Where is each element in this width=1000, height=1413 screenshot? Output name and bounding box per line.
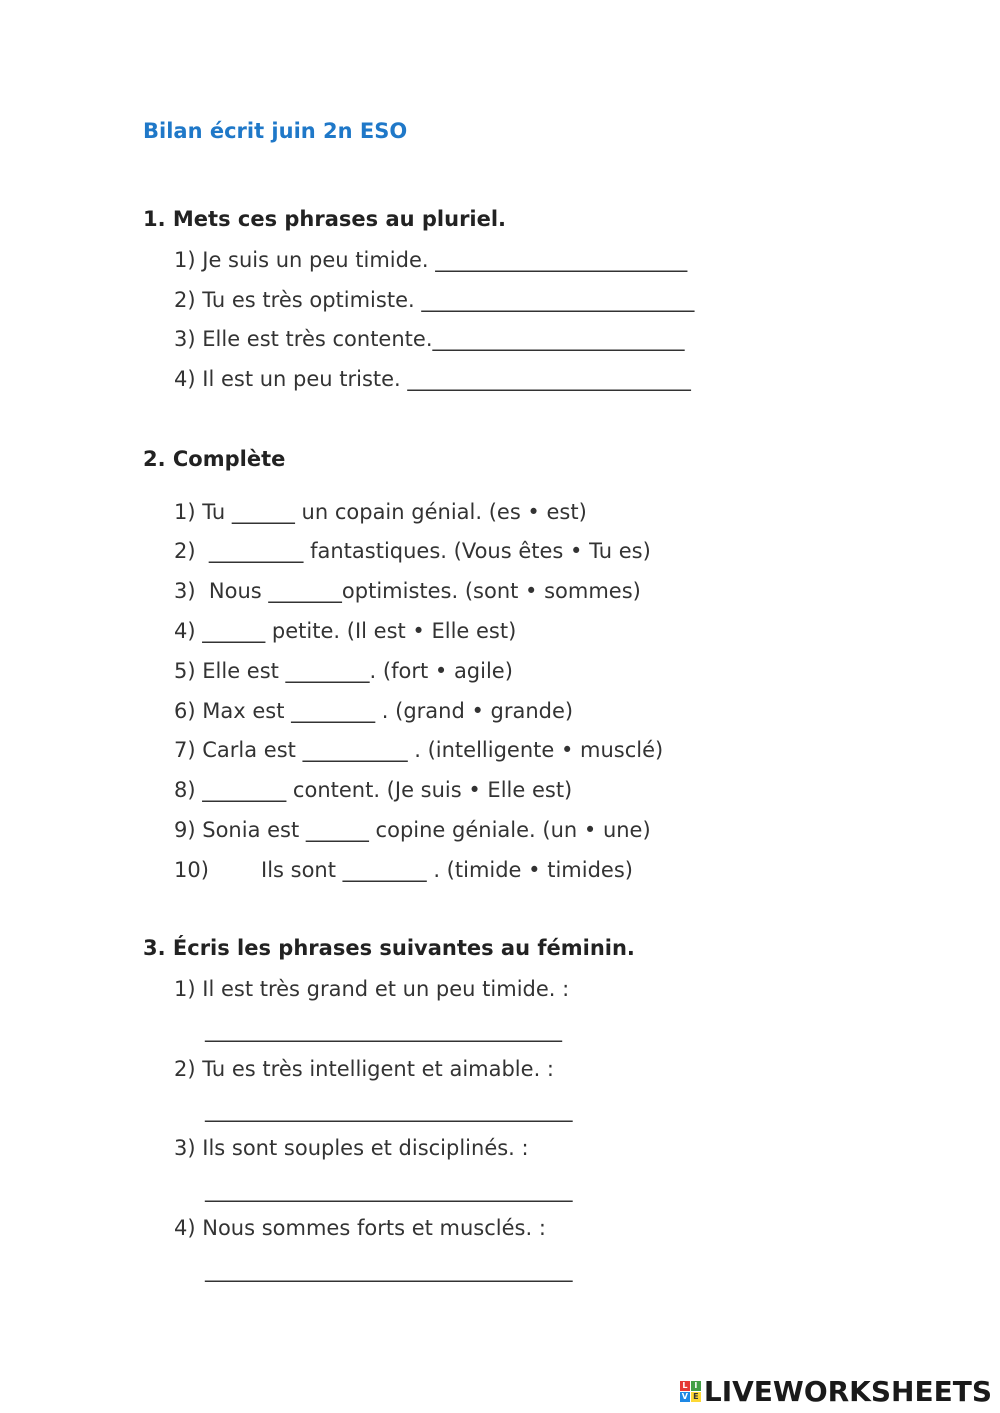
s2-item-4 (174, 619, 516, 643)
item-number: 6) (174, 699, 196, 723)
item-text: ________ content. (Je suis • Elle est) (202, 778, 573, 802)
item-text: Sonia est ______ copine géniale. (un • une) (202, 818, 651, 842)
s3-item-3 (174, 1136, 529, 1160)
item-text: ______ petite. (Il est • Elle est) (202, 619, 517, 643)
item-number: 5) (174, 659, 196, 683)
item-number: 9) (174, 818, 196, 842)
s1-item-3 (174, 327, 685, 351)
item-number: 2) (174, 539, 196, 563)
logo-mark-l: L (680, 1381, 690, 1391)
logo-mark-e: E (691, 1392, 701, 1402)
s2-item-6 (174, 699, 573, 723)
item-text: Tu ______ un copain génial. (es • est) (202, 500, 587, 524)
item-text: Ils sont souples et disciplinés. : (202, 1136, 529, 1160)
item-number: 4) (174, 1216, 196, 1240)
logo-text: LIVEWORKSHEETS (703, 1375, 992, 1408)
item-number: 2) (174, 1057, 196, 1081)
section-2-heading: 2. Complète (143, 447, 286, 471)
item-text: Nous sommes forts et musclés. : (202, 1216, 546, 1240)
item-text: _________ fantastiques. (Vous êtes • Tu es) (202, 539, 651, 563)
worksheet-title: Bilan écrit juin 2n ESO (143, 119, 408, 143)
item-text: Carla est __________ . (intelligente • musclé) (202, 738, 664, 762)
item-text: Elle est ________. (fort • agile) (202, 659, 513, 683)
item-number: 3) (174, 1136, 196, 1160)
s2-item-1 (174, 500, 587, 524)
item-number: 4) (174, 619, 196, 643)
item-text: Je suis un peu timide. ________________________ (202, 248, 688, 272)
logo-mark-v: V (681, 1392, 688, 1401)
s3-answer-line-1: __________________________________ (205, 1018, 562, 1042)
s2-item-5 (174, 659, 513, 683)
s2-item-9 (174, 818, 651, 842)
logo-mark-icon (680, 1381, 701, 1402)
s3-answer-line-4: ___________________________________ (205, 1258, 573, 1282)
item-text: Il est un peu triste. ___________________________ (202, 367, 691, 391)
s1-item-1 (174, 248, 687, 272)
s2-item-2 (174, 539, 651, 563)
s2-item-8 (174, 778, 572, 802)
s2-item-10 (174, 858, 633, 882)
item-text: Elle est très contente.________________________ (202, 327, 685, 351)
s3-item-1 (174, 977, 569, 1001)
item-number: 3) (174, 327, 196, 351)
item-text: Tu es très optimiste. __________________________ (202, 288, 695, 312)
s2-item-7 (174, 738, 663, 762)
liveworksheets-logo (680, 1375, 992, 1408)
item-number: 7) (174, 738, 196, 762)
item-text: Tu es très intelligent et aimable. : (202, 1057, 554, 1081)
section-3-heading: 3. Écris les phrases suivantes au féminin. (143, 936, 635, 960)
item-text: Ils sont ________ . (timide • timides) (261, 858, 633, 882)
s1-item-2 (174, 288, 694, 312)
s3-answer-line-2: ___________________________________ (205, 1098, 573, 1122)
s2-item-3 (174, 579, 641, 603)
s1-item-4 (174, 367, 691, 391)
s3-item-2 (174, 1057, 554, 1081)
s3-item-4 (174, 1216, 546, 1240)
s3-answer-line-3: ___________________________________ (205, 1178, 573, 1202)
item-number: 1) (174, 248, 196, 272)
item-number: 10) (174, 858, 209, 882)
item-number: 8) (174, 778, 196, 802)
item-text: Nous _______optimistes. (sont • sommes) (202, 579, 641, 603)
item-number: 1) (174, 977, 196, 1001)
logo-mark-i: I (691, 1381, 701, 1391)
item-number: 2) (174, 288, 196, 312)
item-number: 1) (174, 500, 196, 524)
item-text: Il est très grand et un peu timide. : (202, 977, 570, 1001)
section-1-heading: 1. Mets ces phrases au pluriel. (143, 207, 507, 231)
item-text: Max est ________ . (grand • grande) (202, 699, 574, 723)
item-number: 4) (174, 367, 196, 391)
item-number: 3) (174, 579, 196, 603)
